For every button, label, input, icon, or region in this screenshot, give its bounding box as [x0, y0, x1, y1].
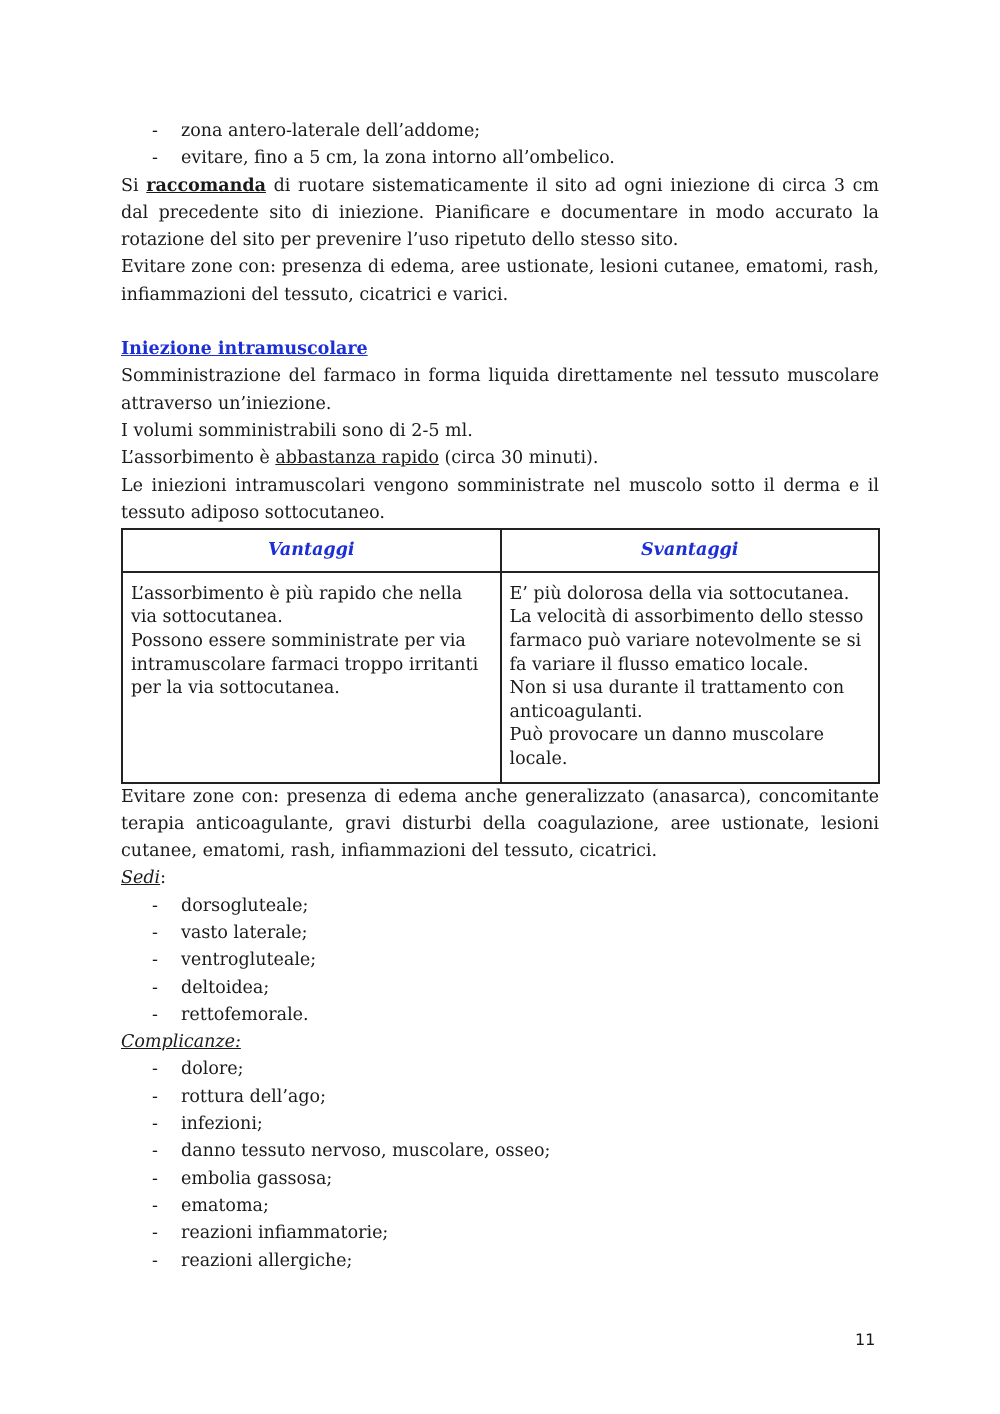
intro-paragraph: Somministrazione del farmaco in forma liquida direttamente nel tessuto muscolare attraverso un’iniezione. [121, 366, 879, 414]
document-body [121, 118, 879, 1275]
absorption-line [121, 445, 879, 472]
list-item: - infezioni; [121, 1111, 879, 1138]
sites-list [121, 893, 879, 1029]
table-header-disadvantages: Svantaggi [501, 529, 880, 572]
section-title: Iniezione intramuscolare [121, 339, 368, 360]
list-item: - embolia gassosa; [121, 1166, 879, 1193]
list-item: - evitare, fino a 5 cm, la zona intorno all’ombelico. [121, 145, 879, 172]
table-header-advantages: Vantaggi [122, 529, 501, 572]
text-segment: di ruotare sistematicamente il sito ad ogni iniezione di circa 3 cm dal precedente sito di iniezione. Pianificare e documentare in modo accurato la rotazione del sito per prevenire l’uso ripetuto dello stesso sito. [121, 175, 879, 251]
list-item: - rottura dell’ago; [121, 1084, 879, 1111]
disadvantage-item: La velocità di assorbimento dello stesso farmaco può variare notevolmente se si fa variare il flusso ematico locale. [509, 607, 864, 675]
list-item: - reazioni infiammatorie; [121, 1220, 879, 1247]
list-item: - ematoma; [121, 1193, 879, 1220]
list-item: - ventrogluteale; [121, 947, 879, 974]
text-segment: L’assorbimento è [121, 448, 276, 469]
list-item: - dolore; [121, 1056, 879, 1083]
location-paragraph: Le iniezioni intramuscolari vengono somministrate nel muscolo sotto il derma e il tessuto adiposo sottocutaneo. [121, 475, 879, 523]
heading-text: Complicanze: [121, 1032, 241, 1053]
disadvantage-item: Non si usa durante il trattamento con anticoagulanti. [509, 678, 845, 722]
heading-text: Sedi [121, 868, 161, 889]
list-item: - dorsogluteale; [121, 893, 879, 920]
injection-zone-list [121, 118, 879, 173]
pros-cons-table [121, 528, 880, 783]
complications-list [121, 1056, 879, 1274]
advantages-cell [122, 572, 501, 783]
text-segment: (circa 30 minuti). [438, 448, 599, 469]
list-item: - vasto laterale; [121, 920, 879, 947]
heading-colon: : [160, 868, 167, 889]
advantage-item: Possono essere somministrate per via intramuscolare farmaci troppo irritanti per la via sottocutanea. [131, 630, 479, 699]
list-item: - rettofemorale. [121, 1002, 879, 1029]
advantage-item: L’assorbimento è più rapido che nella via sottocutanea. [131, 583, 463, 628]
text-segment: Si [121, 175, 147, 196]
page-number: 11 [855, 1330, 876, 1349]
avoid-zones-paragraph: Evitare zone con: presenza di edema, aree ustionate, lesioni cutanee, ematomi, rash, infiammazioni del tessuto, cicatrici e varici. [121, 257, 879, 305]
list-item: - deltoidea; [121, 975, 879, 1002]
volumes-line: I volumi somministrabili sono di 2-5 ml. [121, 420, 473, 441]
complications-heading [121, 1029, 879, 1056]
disadvantage-item: E’ più dolorosa della via sottocutanea. [509, 583, 850, 604]
underlined-text: abbastanza rapido [275, 448, 439, 469]
list-item: - zona antero-laterale dell’addome; [121, 118, 879, 145]
avoid-zones-paragraph-2: Evitare zone con: presenza di edema anche generalizzato (anasarca), concomitante terapia anticoagulante, gravi disturbi della coagulazione, aree ustionate, lesioni cutanee, ematomi, rash, infiammazioni del tessuto, cicatrici. [121, 786, 879, 862]
emphasis-text: raccomanda [146, 175, 266, 196]
rotation-paragraph [121, 173, 879, 255]
list-item: - reazioni allergiche; [121, 1248, 879, 1275]
sites-heading [121, 865, 879, 892]
list-item: - danno tessuto nervoso, muscolare, osseo; [121, 1138, 879, 1165]
disadvantage-item: Può provocare un danno muscolare locale. [509, 725, 825, 769]
disadvantages-cell [501, 572, 880, 783]
